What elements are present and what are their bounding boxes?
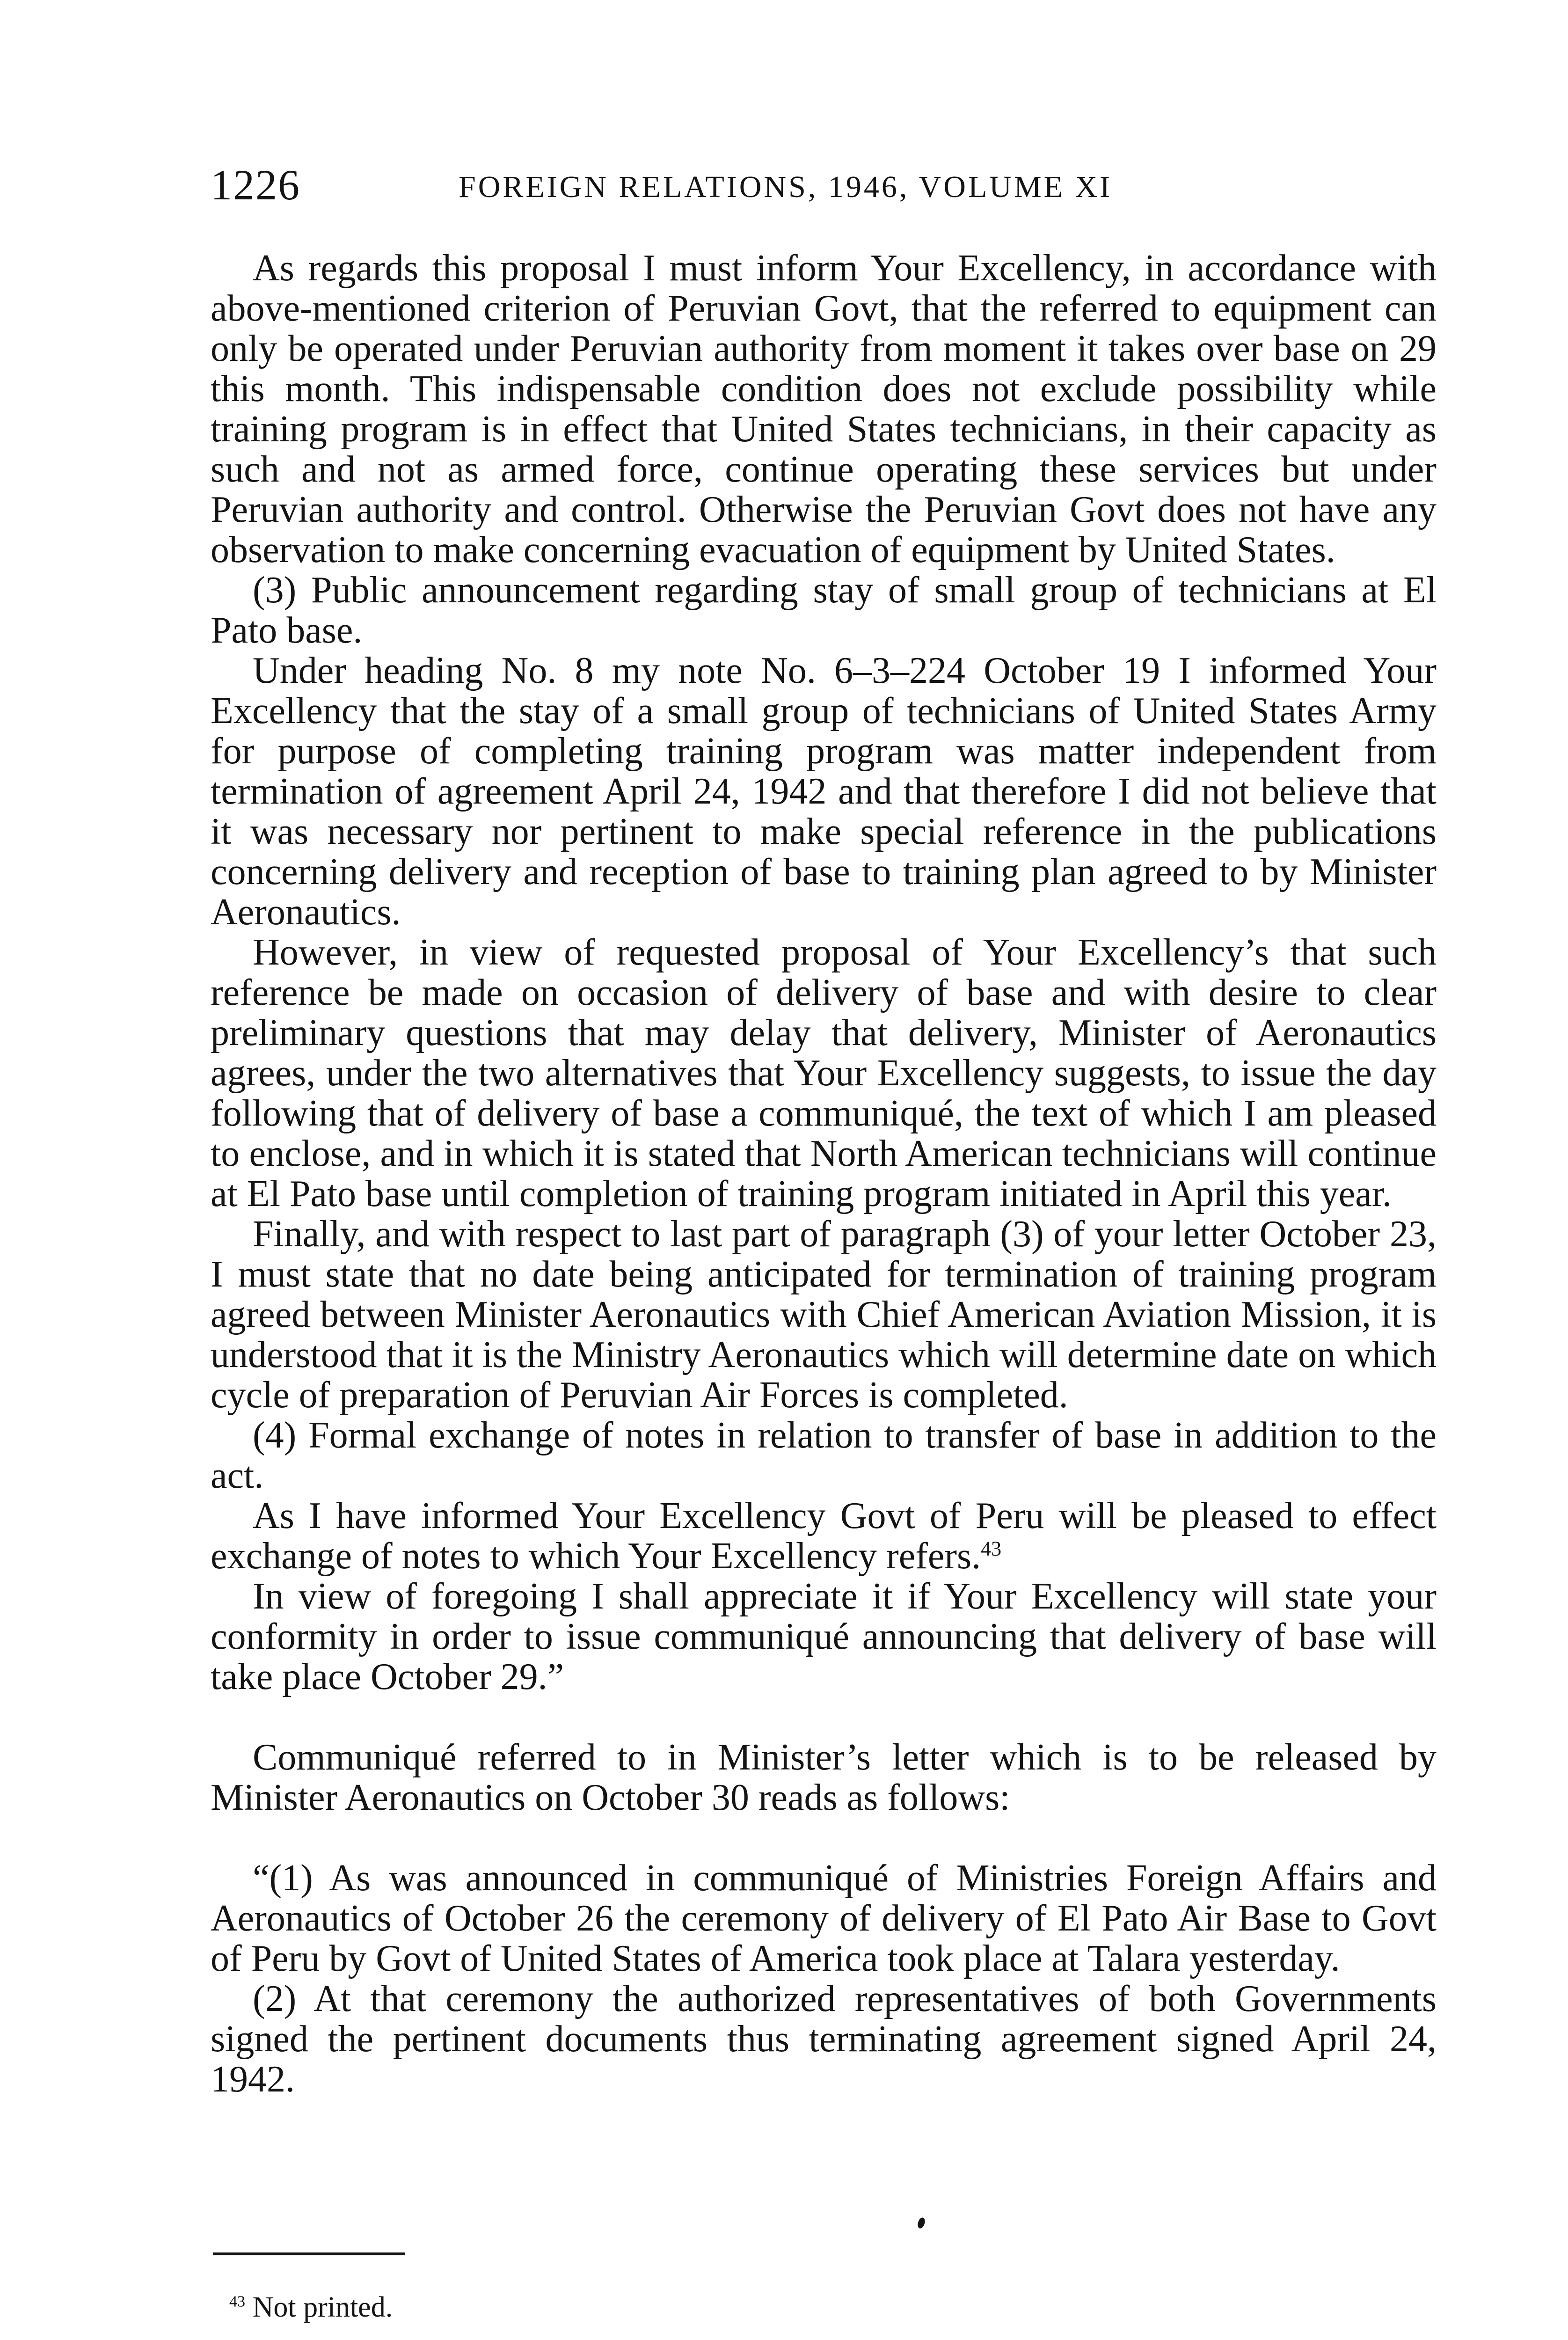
footnote-divider — [213, 2252, 405, 2255]
paragraph-heading-8-note: Under heading No. 8 my note No. 6–3–224 October 19 I informed Your Excellency that the stay of a small group of technicians of United States Army for purpose of completing training program was matter independent from termination of agreement April 24, 1942 and that therefore I did not believe that it was necessary nor pertinent to make special reference in the publications concerning delivery and reception of base to training plan agreed to by Minister Aeronautics. — [211, 650, 1437, 933]
paragraph-communique-2: (2) At that ceremony the authorized representatives of both Governments signed the pertinent documents thus terminating agreement signed April 24, 1942. — [211, 1978, 1437, 2100]
paragraph-communique-intro: Communiqué referred to in Minister’s letter which is to be released by Minister Aeronautics on October 30 reads as follows: — [211, 1737, 1437, 1818]
paragraph-exchange-of-notes — [211, 1496, 1437, 1576]
paragraph-heading-4: (4) Formal exchange of notes in relation to transfer of base in addition to the act. — [211, 1415, 1437, 1496]
paragraph-communique-1: “(1) As was announced in communiqué of Ministries Foreign Affairs and Aeronautics of October 26 the ceremony of delivery of El Pato Air Base to Govt of Peru by Govt of United States of America took place at Talara yesterday. — [211, 1857, 1437, 1979]
footnote-reference: 43 — [981, 1537, 1002, 1560]
paragraph-training-termination: Finally, and with respect to last part of paragraph (3) of your letter October 23, I must state that no date being anticipated for termination of training program agreed between Minister Aeronautics with Chief American Aviation Mission, it is understood that it is the Ministry Aeronautics which will determine date on which cycle of preparation of Peruvian Air Forces is completed. — [211, 1214, 1437, 1416]
paragraph-exchange-text: As I have informed Your Excellency Govt of Peru will be pleased to effect exchange of notes to which Your Excellency refers. — [211, 1495, 1437, 1577]
page-number: 1226 — [211, 161, 300, 209]
ink-mark — [917, 2216, 926, 2229]
running-title: FOREIGN RELATIONS, 1946, VOLUME XI — [459, 170, 1113, 204]
paragraph-heading-3: (3) Public announcement regarding stay of small group of technicians at El Pato base. — [211, 570, 1437, 651]
paragraph-equipment-authority: As regards this proposal I must inform Your Excellency, in accordance with above-mentioned criterion of Peruvian Govt, that the referred to equipment can only be operated under Peruvian authority from moment it takes over base on 29 this month. This indispensable condition does not exclude possibility while training program is in effect that United States technicians, in their capacity as such and not as armed force, continue operating these services but under Peruvian authority and control. Otherwise the Peruvian Govt does not have any observation to make concerning evacuation of equipment by United States. — [211, 248, 1437, 570]
footnote — [229, 2289, 393, 2326]
body-text — [211, 248, 1437, 2099]
paragraph-conformity: In view of foregoing I shall appreciate it if Your Excellency will state your conformity in order to issue communiqué announcing that delivery of base will take place October 29.” — [211, 1576, 1437, 1697]
footnote-marker: 43 — [229, 2293, 246, 2311]
running-head — [211, 159, 1437, 211]
paragraph-requested-proposal: However, in view of requested proposal of Your Excellency’s that such reference be made on occasion of delivery of base and with desire to clear preliminary questions that may delay that delivery, Minister of Aeronautics agrees, under the two alternatives that Your Excellency suggests, to issue the day following that of delivery of base a communiqué, the text of which I am pleased to enclose, and in which it is stated that North American technicians will continue at El Pato base until completion of training program initiated in April this year. — [211, 932, 1437, 1214]
footnote-text: Not printed. — [252, 2291, 393, 2323]
